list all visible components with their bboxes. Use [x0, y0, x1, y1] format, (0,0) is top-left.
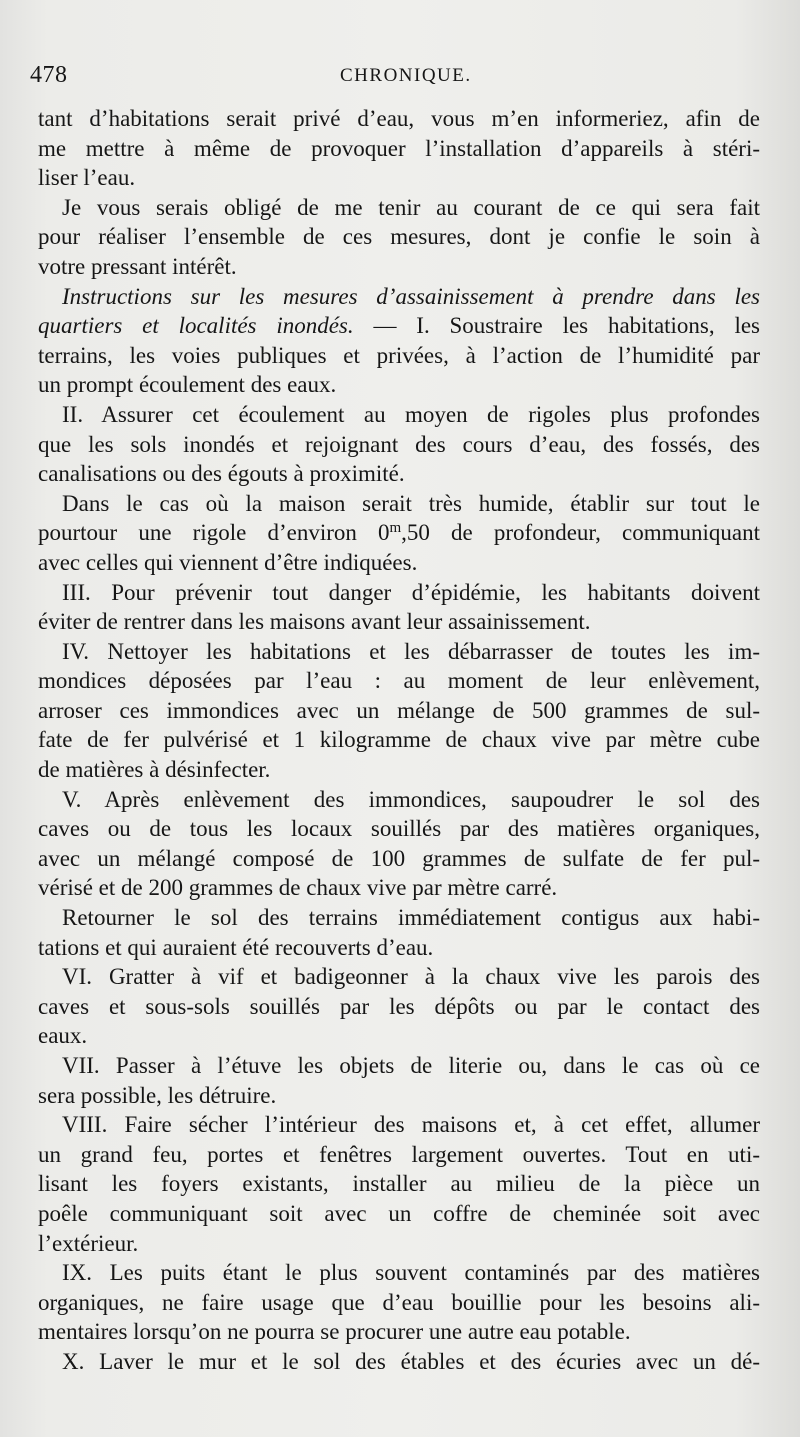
text-line: VI. Gratter à vif et badigeonner à la chaux vive les parois des [62, 964, 760, 990]
text-line: VII. Passer à l’étuve les objets de literie ou, dans le cas où ce [62, 1053, 760, 1078]
text-line: organiques, ne faire usage que d’eau bouillie pour les besoins ali- [38, 1289, 760, 1315]
text-line: avec un mélangé composé de 100 grammes de sulfate de fer pul- [38, 845, 760, 871]
text-line [38, 311, 760, 341]
text-line: eaux. [38, 1023, 88, 1049]
text-line: X. Laver le mur et le sol des étables et des écuries avec un dé- [62, 1348, 760, 1374]
text-line: tant d’habitations serait privé d’eau, vous m’en informeriez, afin de [38, 106, 760, 131]
text-line: lisant les foyers existants, installer au milieu de la pièce un [38, 1171, 760, 1197]
text-line: vérisé et de 200 grammes de chaux vive par mètre carré. [38, 875, 558, 901]
page-header [30, 62, 760, 98]
text-line: un prompt écoulement des eaux. [38, 372, 337, 398]
text-line: caves ou de tous les locaux souillés par des matières organiques, [38, 816, 760, 842]
text-line: Dans le cas où la maison serait très humide, établir sur tout le [62, 490, 760, 516]
text-line: de matières à désinfecter. [38, 757, 271, 783]
text-line: Je vous serais obligé de me tenir au courant de ce qui sera fait [62, 194, 760, 220]
text-line: poêle communiquant soit avec un coffre de cheminée soit avec [38, 1200, 760, 1226]
text-line: l’extérieur. [38, 1230, 139, 1256]
text-line: mondices déposées par l’eau : au moment de leur enlèvement, [38, 668, 760, 694]
text-line: arroser ces immondices avec un mélange de 500 grammes de sul- [38, 697, 760, 723]
text-line: VIII. Faire sécher l’intérieur des maisons et, à cet effet, allumer [62, 1112, 760, 1138]
text-line: Retourner le sol des terrains immédiatement contigus aux habi- [62, 905, 760, 931]
section-heading-end: quartiers et localités inondés. [38, 313, 354, 339]
body-text [38, 104, 760, 1377]
text-fragment: ,50 de profondeur, communiquant [401, 520, 760, 546]
text-line [38, 518, 760, 548]
page-number: 478 [30, 62, 68, 88]
text-line: pour réaliser l’ensemble de ces mesures, dont je confie le soin à [38, 224, 760, 250]
text-line: votre pressant intérêt. [38, 253, 237, 279]
text-line: sera possible, les détruire. [38, 1082, 277, 1108]
text-fragment: pourtour une rigole d’environ 0 [38, 520, 390, 546]
text-line: terrains, les voies publiques et privées, à l’action de l’humidité par [38, 342, 760, 368]
text-line: fate de fer pulvérisé et 1 kilogramme de chaux vive par mètre cube [38, 727, 760, 753]
metre-superscript: m [389, 520, 402, 537]
text-line: III. Pour prévenir tout danger d’épidémie, les habitants doivent [62, 579, 760, 605]
text-line: liser l’eau. [38, 165, 136, 191]
text-line: canalisations ou des égouts à proximité. [38, 461, 405, 487]
item-one-start: — I. Soustraire les habitations, les [353, 313, 760, 339]
section-heading-line: Instructions sur les mesures d’assainissement à prendre dans les [62, 283, 760, 309]
text-line: V. Après enlèvement des immondices, saupoudrer le sol des [62, 786, 760, 812]
text-line: avec celles qui viennent d’être indiquées. [38, 549, 418, 575]
text-line: tations et qui auraient été recouverts d’eau. [38, 934, 434, 960]
text-line: un grand feu, portes et fenêtres largement ouvertes. Tout en uti- [38, 1141, 760, 1167]
text-line: éviter de rentrer dans les maisons avant leur assainissement. [38, 609, 591, 635]
text-line: IV. Nettoyer les habitations et les débarrasser de toutes les im- [62, 638, 760, 664]
text-line: mentaires lorsqu’on ne pourra se procurer une autre eau potable. [38, 1319, 631, 1345]
text-line: que les sols inondés et rejoignant des cours d’eau, des fossés, des [38, 431, 760, 457]
running-title: CHRONIQUE. [340, 65, 472, 86]
text-line: II. Assurer cet écoulement au moyen de rigoles plus profondes [62, 401, 760, 427]
text-line: caves et sous-sols souillés par les dépôts ou par le contact des [38, 993, 760, 1019]
text-line: me mettre à même de provoquer l’installation d’appareils à stéri- [38, 135, 760, 161]
text-line: IX. Les puits étant le plus souvent contaminés par des matières [62, 1260, 760, 1286]
